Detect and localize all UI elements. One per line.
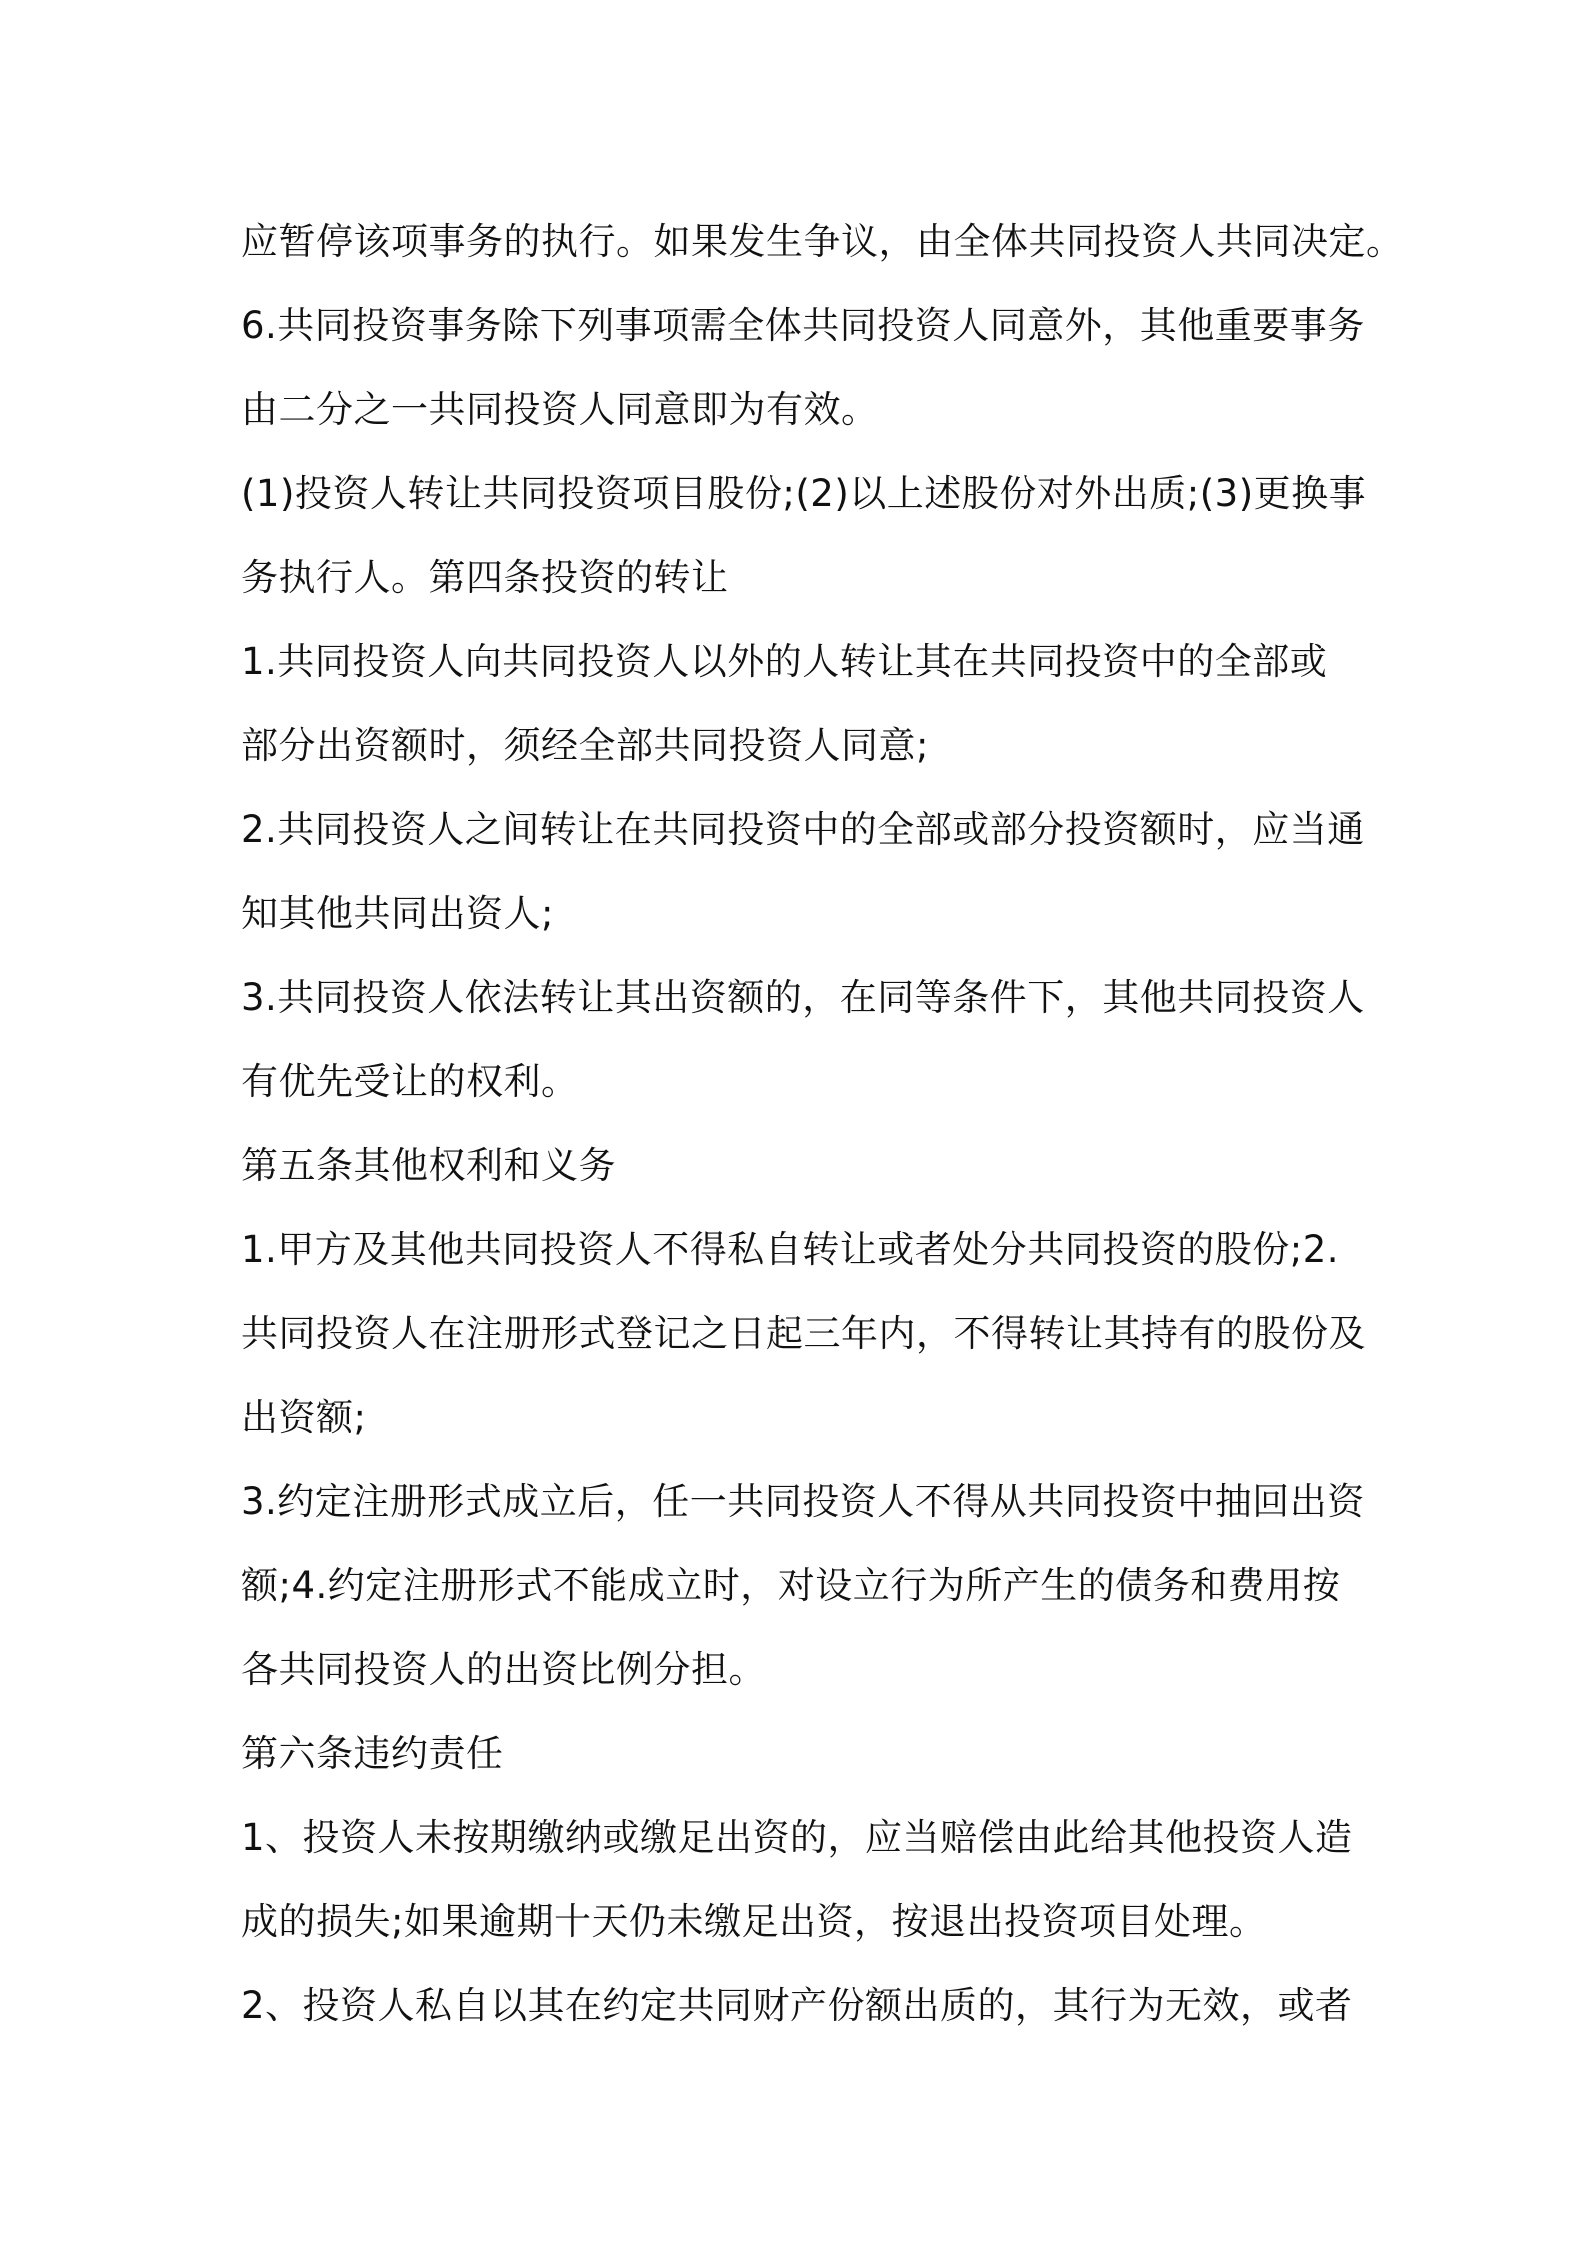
text-line: 1.甲方及其他共同投资人不得私自转让或者处分共同投资的股份;2.: [241, 1228, 1340, 1271]
text-line: 1.共同投资人向共同投资人以外的人转让其在共同投资中的全部或: [241, 640, 1328, 683]
text-line: 成的损失;如果逾期十天仍未缴足出资，按退出投资项目处理。: [241, 1900, 1267, 1943]
text-line: 务执行人。第四条投资的转让: [241, 556, 729, 599]
text-line: 有优先受让的权利。: [241, 1060, 579, 1103]
text-line: 2.共同投资人之间转让在共同投资中的全部或部分投资额时，应当通: [241, 808, 1365, 851]
text-line: 应暂停该项事务的执行。如果发生争议，由全体共同投资人共同决定。: [241, 220, 1404, 263]
text-line: 2、投资人私自以其在约定共同财产份额出质的，其行为无效，或者: [241, 1984, 1353, 2027]
text-line: 知其他共同出资人;: [241, 892, 554, 935]
text-line: 6.共同投资事务除下列事项需全体共同投资人同意外，其他重要事务: [241, 304, 1365, 347]
text-line: 3.共同投资人依法转让其出资额的，在同等条件下，其他共同投资人: [241, 976, 1365, 1019]
text-line: 3.约定注册形式成立后，任一共同投资人不得从共同投资中抽回出资: [241, 1480, 1365, 1523]
text-line: 1、投资人未按期缴纳或缴足出资的，应当赔偿由此给其他投资人造: [241, 1816, 1353, 1859]
section-heading: 第五条其他权利和义务: [241, 1144, 616, 1187]
text-line: 由二分之一共同投资人同意即为有效。: [241, 388, 879, 431]
section-heading: 第六条违约责任: [241, 1732, 504, 1775]
document-body: [241, 200, 1404, 2048]
text-line: 出资额;: [241, 1396, 367, 1439]
text-line: (1)投资人转让共同投资项目股份;(2)以上述股份对外出质;(3)更换事: [241, 472, 1367, 515]
text-line: 额;4.约定注册形式不能成立时，对设立行为所产生的债务和费用按: [241, 1564, 1341, 1607]
text-line: 部分出资额时，须经全部共同投资人同意;: [241, 724, 929, 767]
text-line: 各共同投资人的出资比例分担。: [241, 1648, 766, 1691]
text-line: 共同投资人在注册形式登记之日起三年内，不得转让其持有的股份及: [241, 1312, 1366, 1355]
